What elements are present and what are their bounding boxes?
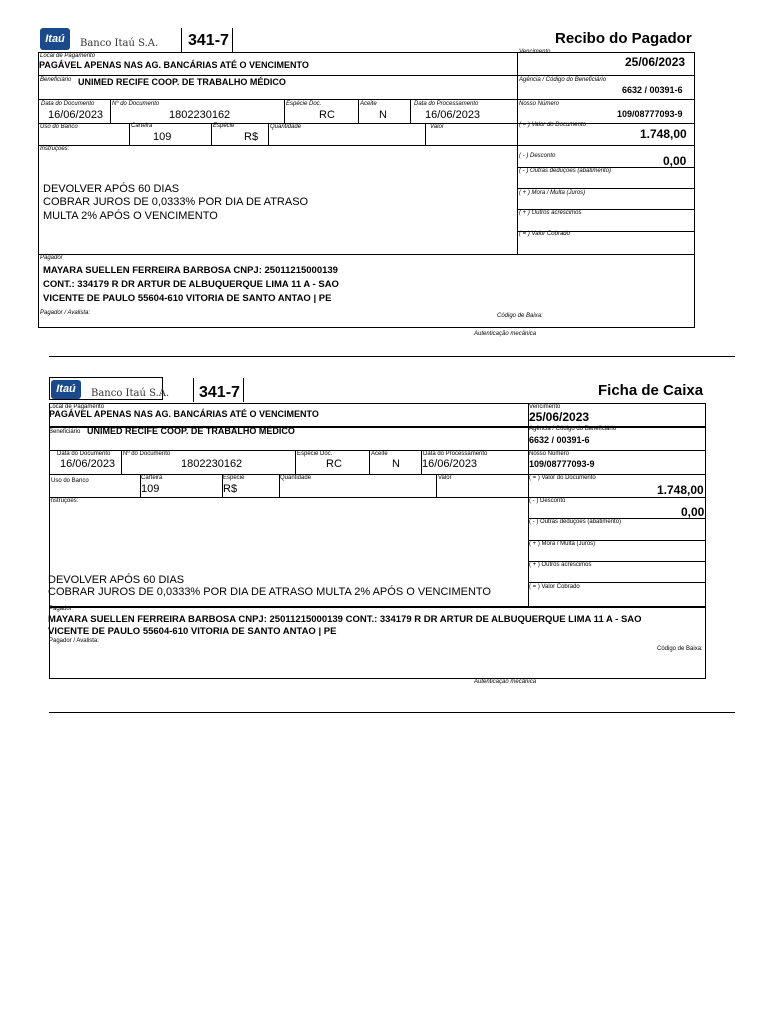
data-documento-value: 16/06/2023 (60, 458, 116, 470)
label-instrucoes: Instruções: (40, 146, 70, 152)
vencimento-value: 25/06/2023 (529, 410, 590, 424)
label-uso-banco: Uso do Banco (51, 478, 89, 484)
num-documento-value: 1802230162 (181, 458, 243, 470)
label-especie-doc: Espécie Doc. (286, 101, 322, 107)
label-deducoes: ( - ) Outras deduções (abatimento) (529, 519, 622, 525)
instrucao-line-1: DEVOLVER APÓS 60 DIAS (48, 574, 185, 586)
label-nosso-numero: Nosso Número (519, 101, 560, 107)
cut-line (49, 356, 735, 357)
especie-doc-value: RC (326, 458, 342, 470)
desconto-value: 0,00 (681, 505, 705, 519)
label-uso-banco: Uso do Banco (40, 124, 78, 130)
label-valor-cobrado: ( = ) Valor Cobrado (529, 584, 580, 590)
label-data-processamento: Data do Processamento (423, 451, 488, 457)
label-avalista: Pagador / Avalista: (49, 638, 99, 644)
label-valor: Valor (430, 124, 444, 130)
bank-code: 341-7 (188, 32, 229, 49)
aceite-value: N (379, 109, 387, 121)
label-vencimento: Vencimento (529, 404, 561, 410)
label-deducoes: ( - ) Outras deduções (abatimento) (519, 168, 612, 174)
label-desconto: ( - ) Desconto (519, 153, 556, 159)
valor-documento-value: 1.748,00 (640, 127, 687, 141)
beneficiario-value: UNIMED RECIFE COOP. DE TRABALHO MÉDICO (87, 426, 295, 436)
instrucao-line-2: COBRAR JUROS DE 0,0333% POR DIA DE ATRASO (43, 196, 309, 208)
bank-name: Banco Itaú S.A. (91, 388, 170, 399)
label-quantidade: Quantidade (270, 124, 302, 130)
label-nosso-numero: Nosso Número (529, 451, 570, 457)
label-data-processamento: Data do Processamento (414, 101, 479, 107)
data-processamento-value: 16/06/2023 (425, 109, 481, 121)
label-carteira: Carteira (131, 123, 153, 129)
pagador-line-1: MAYARA SUELLEN FERREIRA BARBOSA CNPJ: 25011215000139 (43, 265, 338, 276)
label-data-documento: Data do Documento (57, 451, 111, 457)
label-num-documento: Nº do Documento (112, 101, 160, 107)
local-pagamento-value: PAGÁVEL APENAS NAS AG. BANCÁRIAS ATÉ O VENCIMENTO (49, 409, 319, 419)
nosso-numero-value: 109/08777093-9 (529, 459, 595, 469)
label-acrescimos: ( + ) Outros acréscimos (529, 562, 592, 568)
valor-documento-value: 1.748,00 (657, 483, 704, 497)
agencia-value: 6632 / 00391-6 (529, 435, 590, 445)
label-codigo-baixa: Código de Baixa: (497, 313, 543, 319)
label-especie: Espécie (213, 123, 235, 129)
label-agencia: Agência / Código do Beneficiário (529, 426, 617, 432)
label-aceite: Aceite (360, 101, 377, 107)
label-especie-doc: Espécie Doc. (297, 451, 333, 457)
label-carteira: Carteira (141, 475, 163, 481)
desconto-value: 0,00 (663, 154, 687, 168)
label-mora: ( + ) Mora / Multa (Juros) (529, 541, 596, 547)
label-quantidade: Quantidade (280, 475, 312, 481)
itau-logo: Itaú (40, 28, 70, 50)
bank-code: 341-7 (199, 384, 240, 401)
document-title: Ficha de Caixa (598, 382, 704, 399)
instrucao-line-2: COBRAR JUROS DE 0,0333% POR DIA DE ATRASO MULTA 2% APÓS O VENCIMENTO (48, 586, 491, 598)
carteira-value: 109 (141, 483, 160, 495)
pagador-line-1: MAYARA SUELLEN FERREIRA BARBOSA CNPJ: 25011215000139 CONT.: 334179 R DR ARTUR DE ALBUQUERQUE LIMA 11 A - SAO (48, 614, 642, 625)
label-autenticacao: Autenticação mecânica (474, 679, 537, 685)
label-valor-cobrado: ( = ) Valor Cobrado (519, 231, 570, 237)
especie-value: R$ (244, 131, 259, 143)
instrucao-line-3: MULTA 2% APÓS O VENCIMENTO (43, 210, 218, 222)
label-data-documento: Data do Documento (41, 101, 95, 107)
beneficiario-value: UNIMED RECIFE COOP. DE TRABALHO MÉDICO (78, 77, 286, 87)
label-valor-documento: ( = ) Valor do Documento (519, 122, 586, 128)
itau-logo: Itaú (51, 380, 81, 399)
aceite-value: N (392, 458, 400, 470)
label-agencia: Agência / Código do Beneficiário (519, 77, 607, 83)
data-processamento-value: 16/06/2023 (422, 458, 478, 470)
cut-line-bottom (49, 712, 735, 713)
instrucao-line-1: DEVOLVER APÓS 60 DIAS (43, 183, 180, 195)
document-title: Recibo do Pagador (555, 30, 692, 47)
label-especie: Espécie (223, 475, 245, 481)
label-aceite: Aceite (371, 451, 388, 457)
label-codigo-baixa: Código de Baixa: (657, 646, 703, 652)
label-valor: Valor (438, 475, 452, 481)
bank-name: Banco Itaú S.A. (80, 38, 159, 49)
label-autenticacao: Autenticação mecânica (474, 331, 537, 337)
label-beneficiario: Beneficiário (40, 77, 72, 83)
label-valor-documento: ( = ) Valor do Documento (529, 475, 596, 481)
label-pagador: Pagador (40, 255, 63, 261)
label-beneficiario: Beneficiário (49, 429, 81, 435)
label-mora: ( + ) Mora / Multa (Juros) (519, 190, 586, 196)
label-desconto: ( - ) Desconto (529, 498, 566, 504)
nosso-numero-value: 109/08777093-9 (617, 109, 683, 119)
label-pagador: Pagador (49, 606, 72, 612)
pagador-line-2: CONT.: 334179 R DR ARTUR DE ALBUQUERQUE LIMA 11 A - SAO (43, 279, 339, 290)
label-num-documento: Nº do Documento (123, 451, 171, 457)
label-vencimento: Vencimento (519, 49, 551, 55)
label-instrucoes: Instruções: (49, 498, 79, 504)
agencia-value: 6632 / 00391-6 (622, 85, 683, 95)
pagador-line-3: VICENTE DE PAULO 55604-610 VITORIA DE SANTO ANTAO | PE (43, 293, 332, 304)
label-local-pagamento: Local de Pagamento (49, 404, 105, 410)
label-acrescimos: ( + ) Outros acréscimos (519, 210, 582, 216)
label-avalista: Pagador / Avalista: (40, 310, 91, 316)
num-documento-value: 1802230162 (169, 109, 231, 121)
pagador-line-2: VICENTE DE PAULO 55604-610 VITORIA DE SANTO ANTAO | PE (48, 626, 337, 637)
especie-doc-value: RC (319, 109, 335, 121)
especie-value: R$ (223, 483, 238, 495)
data-documento-value: 16/06/2023 (48, 109, 104, 121)
label-local-pagamento: Local de Pagamento (40, 53, 96, 59)
carteira-value: 109 (153, 131, 172, 143)
local-pagamento-value: PAGÁVEL APENAS NAS AG. BANCÁRIAS ATÉ O VENCIMENTO (39, 60, 309, 70)
vencimento-value: 25/06/2023 (625, 55, 686, 69)
